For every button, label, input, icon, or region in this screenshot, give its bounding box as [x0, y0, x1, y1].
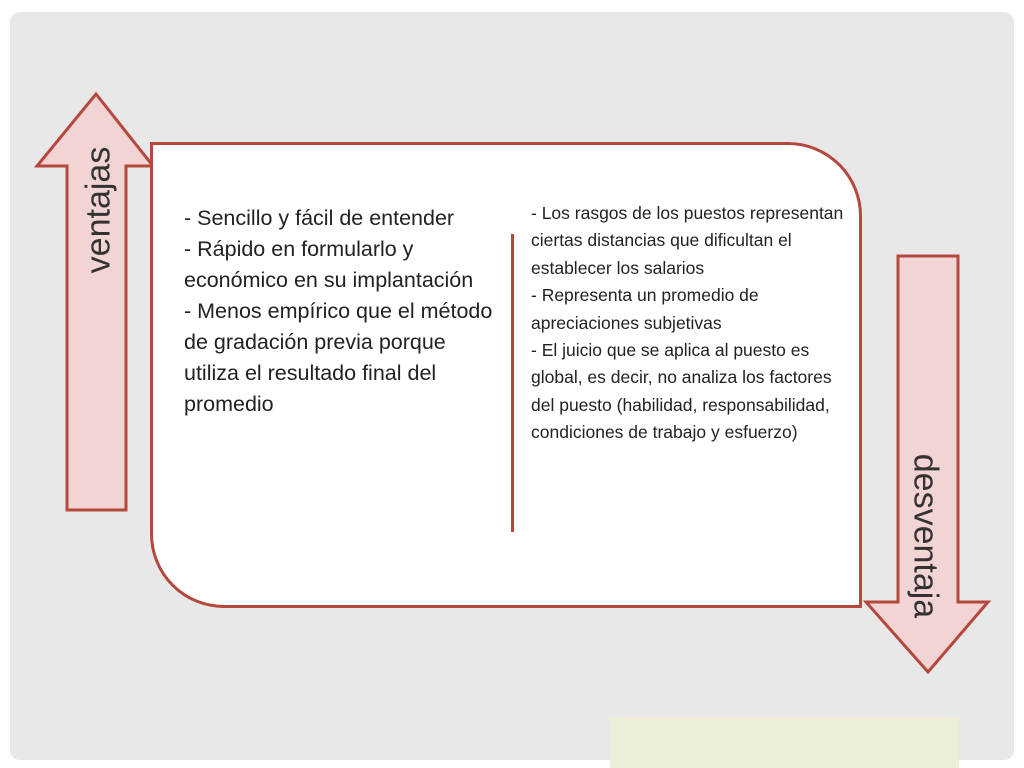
up-arrow-label: ventajas [79, 146, 118, 274]
advantages-list [184, 203, 494, 420]
note-box [610, 717, 959, 768]
advantage-item: - Rápido en formularlo y económico en su implantación [184, 237, 474, 292]
advantage-item: - Menos empírico que el método de gradación previa porque utiliza el resultado final del promedio [184, 299, 493, 416]
disadvantage-item: - El juicio que se aplica al puesto es global, es decir, no analiza los factores del puesto (habilidad, responsabilidad, condiciones de trabajo y esfuerzo) [531, 340, 832, 443]
disadvantage-item: - Los rasgos de los puestos representan ciertas distancias que dificultan el establecer los salarios [531, 203, 844, 278]
disadvantage-item: - Representa un promedio de apreciaciones subjetivas [531, 285, 759, 333]
column-divider [511, 234, 514, 532]
advantage-item: - Sencillo y fácil de entender [184, 206, 455, 230]
down-arrow-label: desventaja [906, 453, 945, 619]
disadvantages-list [531, 200, 851, 447]
